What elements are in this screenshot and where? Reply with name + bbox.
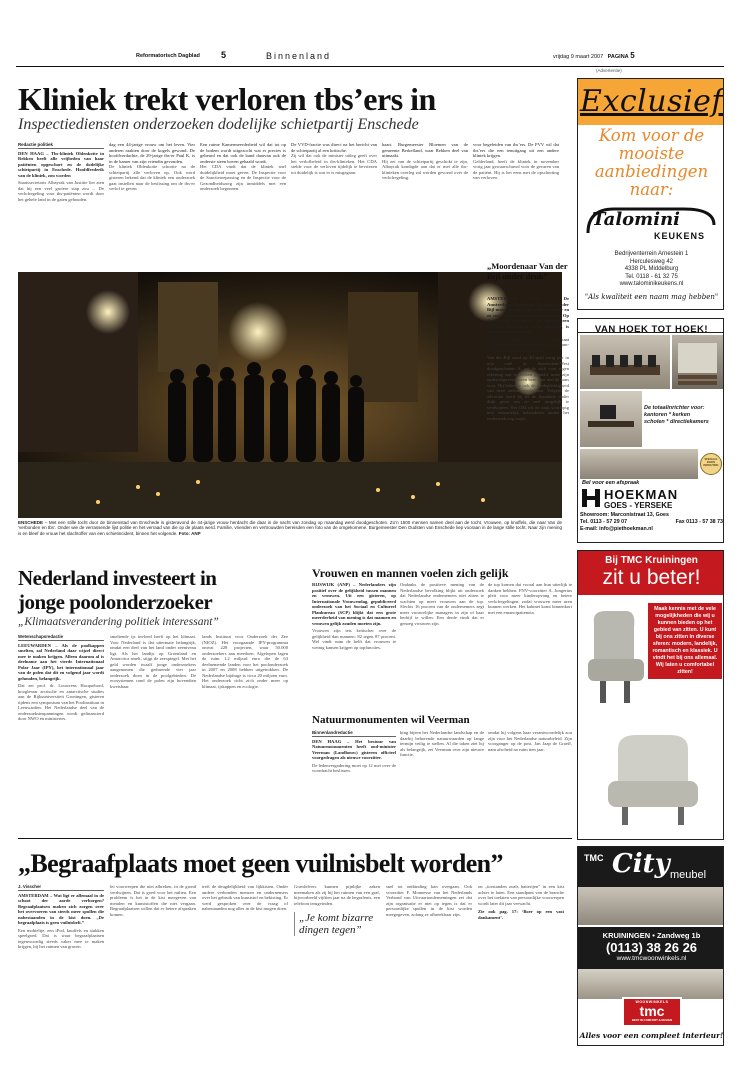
talomini-brand: Talomini <box>592 209 680 230</box>
sidebar-lead: AMSTERDAM (ANP) – De Amsterdamse kroegbaas Thomas van der Bijl moest het lijk ook onder verzeker en zo snel mogelijk worden gecremeerd. Op de schutter Dwight S., die onlangs een volledige bekentenis heeft afgelegd, is grote druk uitgeoefend. <box>487 296 569 334</box>
photo-credit: Foto: ANP <box>178 530 201 536</box>
boardroom-image <box>580 335 670 389</box>
recliner-chair-image <box>582 603 646 713</box>
hoekman-h-icon <box>582 489 600 507</box>
article4-col-1-filler: De ledenvergadering moet op 12 mei over de voordracht beslissen. <box>312 762 396 773</box>
date: vrijdag 9 maart 2007 <box>553 54 604 60</box>
article4-col-2-filler: king bijeen het Nederlandse landschap en de daarbij behorende natuurwaarden op lange termijn veilig te stellen. Al die taken ziet hij als belangrijk, zei Veerman over zijn nieuwe functie. <box>400 730 484 757</box>
article3-col-1 <box>312 582 396 714</box>
article3-col-2-filler: Ondanks de positieve mening van de Nederlandse bevolking blijkt uit onderzoek dat Nederlandse ondernemers niet zitten te wachten op meer vrouwen aan de top. Slechts 16 procent van de ondernemers zegt meer vrouwelijke managers in zijn of haar bedrijf te willen. Een derde vindt dat er genoeg vrouwen zijn. <box>400 582 484 626</box>
article2-col-3 <box>202 634 288 832</box>
hoekman-feature-2: scholen * directiekamers <box>644 419 709 425</box>
tmc-city-small: TMC <box>584 853 604 863</box>
tmc-top-header <box>578 551 724 595</box>
tmc-bottom-web[interactable]: www.tmcwoonwinkels.nl <box>616 955 687 962</box>
hoekman-brand-sub: GOES - YERSEKE <box>604 501 673 510</box>
article5-col-1 <box>18 884 104 1044</box>
armchair-image <box>598 729 708 829</box>
article3-col-2 <box>400 582 484 714</box>
tmc-bottom-phone: (0113) 38 26 26 <box>605 940 698 955</box>
lead-subheadline: Inspectiediensten onderzoeken dodelijke schietpartij Enschede <box>18 116 419 133</box>
hoekman-email[interactable]: E-mail: info@piethoekman.nl <box>580 526 653 532</box>
talomini-address-1: Bedrijventerrein Arnestein 1 <box>614 251 689 257</box>
lead-col-4-filler: Zij wil dat ook de minister uitleg geeft over het verlofbeleid in tbs-klinieken. Het CDA stelde voor de verloven tijdelijk te bevriezen tot duidelijk is wat er is misgegaan. <box>291 153 377 175</box>
talomini-tagline: "Als kwaliteit een naam mag hebben" <box>584 293 719 301</box>
article2-byline: Wetenschapsredactie <box>18 634 104 641</box>
hoekman-photo-3 <box>580 391 642 447</box>
office-desk-image <box>580 391 642 447</box>
article4-headline: Natuurmonumenten wil Veerman <box>312 714 470 726</box>
article5-col-6 <box>478 884 564 1044</box>
lead-photo <box>18 272 562 518</box>
article5-col-3 <box>202 884 288 1044</box>
hoekman-showroom: Showroom: Marconistraat 13, Goes <box>580 512 669 518</box>
article3-lead: RIJSWIJK (ANP) – Nederlanders zijn positief over de gelijkheid tussen mannen en vrouwen. Uit een gisteren, op Internationale Vrouwendag, gepubliceerd onderzoek van het Sociaal en Cultureel Planbureau (SCP) blijkt dat een grote meerderheid van mening is dat mannen en vrouwen gelijk zouden moeten zijn. <box>312 582 396 626</box>
lead-col-5-text: haart. Burgemeester Bloemen van de gemeente Berkelland, waar Rekken deel van uitmaakt. <box>382 142 468 158</box>
lead-col-1-filler: Staatssecretaris Albayrak van Justitie liet zien dat hij een veel grotere stap zou ... De verlofregeling voor tbs-patiënten wordt door het gehele land in de gaten gehouden. <box>18 180 104 202</box>
article2-col-1-filler: Dat zei prof. dr. Louwrens Hacquebord, hoogleraar arctische en antarctische studies aan de Rijksuniversiteit Groningen, gisteren tijdens een symposium van het Poolinstituut in Leeuwarden. Het Nederlandse deel van de onderzoeksinspanningen wordt gefinancierd door NWO en ministeries. <box>18 683 104 721</box>
tmc-logo-sub: BEST IN COMFORT & DESIGN <box>631 1018 673 1022</box>
tmc-top-chair-2 <box>598 729 708 829</box>
lead-col-1 <box>18 142 104 272</box>
hoekman-stamp-text: SPECIAAL EIGEN INRICHTING <box>703 458 719 467</box>
talomini-brand-sub: KEUKENS <box>654 231 706 241</box>
article3-col-3-filler: de top komen dat vooral aan hun uiterlijk te danken hebben. FNV-voorzitter A. Jongerius pleit voor meer kinderopvang en betere verlofregelingen, zodat vrouwen meer uren kunnen werken. Het kabinet komt binnenkort met een emancipatienota. <box>488 582 572 615</box>
sidebar-filler: Van der Bijl werd op 20 april vorig jaar in zijn café in Amsterdam-West doodgeschoten. S. zei de zich voor eigen rekening aan te hebben gemeld, maar zijn opdrachtgevers gaven hem daar niet de kans voor. Hij bekende ook de medeplichtigheid van twee andere verdachten. Volgens de advocaat werd hij na de liquidatie onder druk gezet om zo snel mogelijk te verdwijnen. Het OM wil de zaak voorlopig niet inhoudelijk behandelen omdat het onderzoek nog loopt. <box>487 355 569 421</box>
article5-col-3-filler: treft de deugdelijkheid van lijkkisten. Onder andere verbonden mensen en ondernemers over het gebruik van kunststof en bekisting. Er werd gesproken over de vraag of nabestaanden nog alles in de kist mogen doen. <box>202 884 288 911</box>
tmc-logo-big: tmc <box>639 1003 665 1019</box>
sidebar-body <box>487 296 569 514</box>
article5-byline: J. Visscher <box>18 884 104 891</box>
lead-col-5 <box>382 142 468 272</box>
tmc-bottom-address-box <box>578 927 724 969</box>
article2-headline-line2: jonge poolonderzoeker <box>18 590 213 614</box>
section-title: Binnenland <box>266 51 332 61</box>
tmc-bottom-tagline: Alles voor een compleet interieur! <box>579 1031 724 1040</box>
lead-intro: DEN HAAG – Tbs-kliniek Oldenkotte in Rekken heeft alle vrijheden van haar patiënten opgeschort en de dodelijke schietpartij in Enschede. Hoofdfrederik van de kliniek, zou worden <box>18 150 104 178</box>
page-number: 5 <box>630 51 635 60</box>
article5-headline: „Begraafplaats moet geen vuilnisbelt worden” <box>18 849 503 878</box>
paper-name: Reformatorisch Dagblad <box>136 53 200 59</box>
article4-byline: Binnenlandredactie <box>312 730 396 737</box>
hoekman-feature-1: kantoren * kerken <box>644 412 691 418</box>
article5-col-5 <box>386 884 472 1044</box>
hoekman-photo-4 <box>580 449 698 479</box>
photo-caption <box>18 520 562 540</box>
lead-col-2 <box>109 142 195 272</box>
tmc-top-small: Bij TMC Kruiningen <box>605 555 698 566</box>
header-rule <box>16 66 724 67</box>
hoekman-appointment: Bel voor een afspraak <box>582 480 640 486</box>
ad-exclusief-banner <box>578 79 724 125</box>
lead-col-6 <box>473 142 559 272</box>
tmc-logo-small: WOONWINKELS <box>635 1000 669 1004</box>
masthead <box>16 50 576 64</box>
article2-col-2-filler: smeltende ijs invloed heeft op het klimaat. Voor Nederland is dat uitermate belangrijk, omdat een deel van het land onder zeeniveau ligt. Als het landijs op Groenland en Antarctica smelt, stijgt de zeespiegel. Met het geld worden twaalf jonge onderzoekers aangenomen die gedurende vier jaar onderzoek doen in de poolgebieden. De ecosystemen rond de polen zijn bovendien kwetsbaar. <box>110 634 196 689</box>
lead-col-4-text: De VVD-fractie was direct na het bericht van de schietpartij al een kritische. <box>291 142 377 153</box>
article4-col-3 <box>488 730 572 832</box>
article4-col-2 <box>400 730 484 832</box>
ad-exclusief-slogan-1: Kom voor de <box>598 126 705 145</box>
talomini-logo <box>584 203 719 249</box>
tmc-woonwinkels-logo <box>622 997 682 1027</box>
article2-col-3-filler: lands Instituut voor Onderzoek der Zee (NIOZ). Het voorgaande IPY-programma omvat 228 projecten, waar 50.000 onderzoekers aan meedoen. Afgelopen lagen de ruim 1,2 miljard euro die de 63 deelnemende landen voor het poolonderzoek in 2007 en 2008 hebben uitgetrokken. De Nederlandse bijdrage is circa 20 miljoen euro. Het onderzoek richt zich onder meer op klimaat, ijskappen en ecologie. <box>202 634 288 689</box>
lead-col-6-text: voor begeleiden van tbs’ers. De PVV wil dat tbs’ers die een tenuitgang uit een andere kliniek krijgen. <box>473 142 559 158</box>
ad-tmc-top[interactable] <box>577 550 724 840</box>
tmc-top-body: Maak kennis met de vele mogelijkheden die wij u kunnen bieden op het gebied van zitten. U kunt bij ons zitten in diverse sferen: modern, landelijk, romantisch en klassiek. U vindt het bij ons allemaal. Wij laten u comfortabel zitten! <box>648 603 722 679</box>
tmc-bottom-location: KRUININGEN • Zandweg 1b <box>602 931 701 940</box>
ad-exclusief[interactable] <box>577 78 724 310</box>
article2-col-2 <box>110 634 196 832</box>
sidebar-headline: „Moordenaar Van der Bijl onder druk” <box>487 261 568 281</box>
article5-col-4-filler: Gravdelvers kunnen pijnlijke zaken meemaken als zij bij het ruimen van een graf, bijvoorbeeld vijftien jaar na de begrafenis, een telefoon terugvinden. <box>294 884 380 906</box>
hoekman-photo-2 <box>672 335 723 389</box>
talomini-phone: Tel. 0118 - 61 32 75 <box>625 273 678 280</box>
article5-note: Zie ook pag. 17: ‘Boer op een vast dankament’. <box>478 909 564 920</box>
lead-col-5-filler: Hij zei van de schietpartij geschokt te zijn. Albayrak kondigde aan dat er met alle tbs-klinieken overleg zal worden gevoerd over de verlofregeling. <box>382 158 468 180</box>
tmc-bottom-photo-2 <box>578 969 724 999</box>
article2-col-1 <box>18 634 104 832</box>
tmc-city-meubel: meubel <box>670 869 707 881</box>
article3-col-1-filler: Vrouwen zijn iets kritischer over de gelijkheid dan mannen: 82 tegen 87 procent. Wel vindt ruim de helft dat vrouwen te weinig kansen krijgen op topfuncties. <box>312 628 396 650</box>
tmc-top-chair-1 <box>582 603 646 713</box>
page-label: PAGINA <box>607 54 629 60</box>
article3-headline: Vrouwen en mannen voelen zich gelijk <box>312 566 509 580</box>
hoekman-tel: Tel. 0113 - 57 29 07 <box>580 519 628 525</box>
hoekman-contact <box>580 512 723 533</box>
hoekman-features-intro: De totaalinrichter voor: <box>644 405 705 411</box>
lead-col-2-text: dag een 44-jarige vrouw om het leven. Vier anderen raakten door de kogels gewond. De hoofdverdachte, de 29-jarige tbs-er Paul K, is in de kamer van zijn vriendin gevonden. <box>109 142 195 164</box>
sidebar-quote: „Zij hadden grote haast”, zei de advocaat van S., T. Hiddema, gisteren tijdens een pro-formazitting rond de liquidatie. <box>487 336 569 353</box>
ad-hoekman[interactable] <box>577 318 724 543</box>
church-interior-image <box>672 335 723 389</box>
lead-col-3-text: Een ruime Kamermeerderheid wil dat tot op de bodem wordt uitgezocht wat er precies is gebeurd en dat ook de band daarvan ook de onderste steen boven gehaald wordt. <box>200 142 286 164</box>
article4-lead: DEN HAAG – Het bestuur van Natuurmonumenten heeft oud-minister Veerman (Landbouw) gisteren officieel voorgedragen als nieuwe voorzitter. <box>312 738 396 760</box>
hoekman-brand: HOEKMAN <box>604 487 679 502</box>
ad-tmc-bottom[interactable] <box>577 846 724 1046</box>
article5-lead: AMSTERDAM – Wat ligt er allemaal in de schoot der aarde verborgen? Begraafplaatsen maken zich zorgen over het overvoeren van steeds meer spullen die nabestaanden in de kist doen. „De begraafplaats is geen vuilnisbelt.” <box>18 892 104 925</box>
hoekman-fax: Fax 0113 - 57 38 73 <box>675 519 723 525</box>
talomini-address <box>578 251 724 289</box>
ad-label: (Advertentie) <box>596 68 622 73</box>
talomini-web[interactable]: www.talominikeukens.nl <box>619 281 684 287</box>
article5-col-2-filler: lei voorwerpen die niet afbreken, in de grond verdwijnen. Dat is goed voor het milieu. Een probleem is het in de kist meegeven van metalen en kunststoffen die niet vergaan. Begraafplaatsen willen dat er betere afspraken komen. <box>110 884 196 917</box>
article4-col-3-filler: omdat hij volgens haar verantwoordelijk zou zijn voor het Nederlandse natuurbeleid. Zijn voorganger op de post, Jan Jaap de Graeff, nam afscheid na ruim tien jaar. <box>488 730 572 752</box>
ad-exclusief-slogan-4: naar: <box>629 180 674 199</box>
article2-headline-line1: Nederland investeert in <box>18 566 217 590</box>
ad-exclusief-slogan-3: aanbiedingen <box>594 162 709 181</box>
page-number-left: 5 <box>221 50 227 60</box>
article5-col-4 <box>294 884 380 1044</box>
lead-headline: Kliniek trekt verloren tbs’ers in <box>18 81 436 117</box>
lead-col-6-filler: Gelderland, heeft de kliniek in november vorig jaar gewaarschuwd voor de gevaren van de patiënt. Hij is het eens met de opschorting van verloven. <box>473 158 559 180</box>
hoekman-logo-icon <box>582 489 600 507</box>
photo-caption-text: – Met een stille tocht door de binnenstad van Enschede is gisteravond de 44-jarige vrouw herdacht die daar in de nacht van zondag op maandag werd doodgeschoten. Zo’n 1500 mensen namen deel aan de tocht. Vrouwen, op knuffels, die naar Van de ‘verbonden en tbs’. Onder wie de verrassende lijst politie en het verraad van die op de plaats werd. Familie, vrienden en vertrouwden bereisden een foto van de omgekomene. Burgemeester Den Oudsten van Enschede liep vooraan in de lange stille tocht. Naar zijn mening is en bleef de vrouw het slachtoffer van een schietincident, binnen het volgende. <box>18 520 562 536</box>
page-date <box>553 51 635 60</box>
lead-col-2-filler: De kliniek Oldenkotte schortte na de schietpartij alle verloven op. Ook werd gisteren bekend dat de kliniek een onderzoek gaat instellen naar de beslissing om de tbs-er verlof te geven. <box>109 164 195 191</box>
talomini-address-2: Herculesweg 42 <box>629 258 674 265</box>
lead-byline: Redactie politiek <box>18 142 104 149</box>
tmc-top-big: zit u beter! <box>602 566 701 589</box>
lead-col-3-filler: Het CDA vindt dat de kliniek snel duidelijkheid moet geven. De Inspectie voor de Sanctietoepassing en de Inspectie voor de Gezondheidszorg zijn inmiddels met een onderzoek begonnen. <box>200 164 286 191</box>
ad-exclusief-title: Exclusief <box>580 84 723 119</box>
tmc-city-logo <box>578 847 724 887</box>
lead-col-4 <box>291 142 377 272</box>
section-divider <box>18 838 572 839</box>
photo-caption-label: ENSCHEDE <box>18 520 44 525</box>
hoekman-features <box>644 405 724 426</box>
article3-col-3 <box>488 582 572 714</box>
hoekman-stamp <box>700 453 722 475</box>
tmc-city-name: City <box>612 849 670 879</box>
hoekman-title: VAN HOEK TOT HOEK! <box>594 324 709 335</box>
candlelight-procession-image <box>18 272 562 518</box>
article5-pullquote: „Je komt bizarre dingen tegen” <box>294 912 380 936</box>
hoekman-photo-1 <box>580 335 670 389</box>
hoekman-title-bar <box>578 319 724 333</box>
tmc-bottom-photo <box>578 887 724 925</box>
lead-col-3 <box>200 142 286 272</box>
ad-exclusief-slogan-2: mooiste <box>618 144 685 163</box>
article2-headline <box>18 566 308 614</box>
ad-exclusief-slogan <box>578 127 724 199</box>
article5-col-1-filler: Een mobieltje, een iPod, knuffels en stukken speelgoed. Dat is waar begraafplaatsen tegenwoordig steeds vaker mee te maken krijgen, bij het ruimen van graven. <box>18 927 104 949</box>
article5-col-2 <box>110 884 196 1044</box>
article4-col-1 <box>312 730 396 832</box>
talomini-address-3: 4338 PL Middelburg <box>624 266 679 272</box>
article5-col-5-filler: snel tot ontbinding kan overgaan. Ook voorzitter F. Monnesse van het Nederlands Verbond van Uitvaartondernemingen zei dat zijn organisatie er niet op tegen is dat er persoonlijke spullen in de kist worden meegegeven, zolang ze afbreekbaar zijn. <box>386 884 472 917</box>
article2-subheadline: „Klimaatsverandering politiek interessant” <box>18 616 219 628</box>
article2-lead: LEEUWARDEN – Als de poolkappen smelten, zal Nederland daar wijzel direct mee te maken krijgen. Alleen daarom al is deelname aan het vierde Internationaal Polar Jaar (IPY), het internationaal jaar van de polen dat dit en volgend jaar wordt gehouden, belangrijk. <box>18 642 104 681</box>
article5-col-6-filler: on „toestanden zoals batterijen” in een kist achter te laten. Een standpunt van de branche over het toelaten van persoonlijke voorwerpen wordt later dit jaar verwacht. <box>478 884 564 906</box>
